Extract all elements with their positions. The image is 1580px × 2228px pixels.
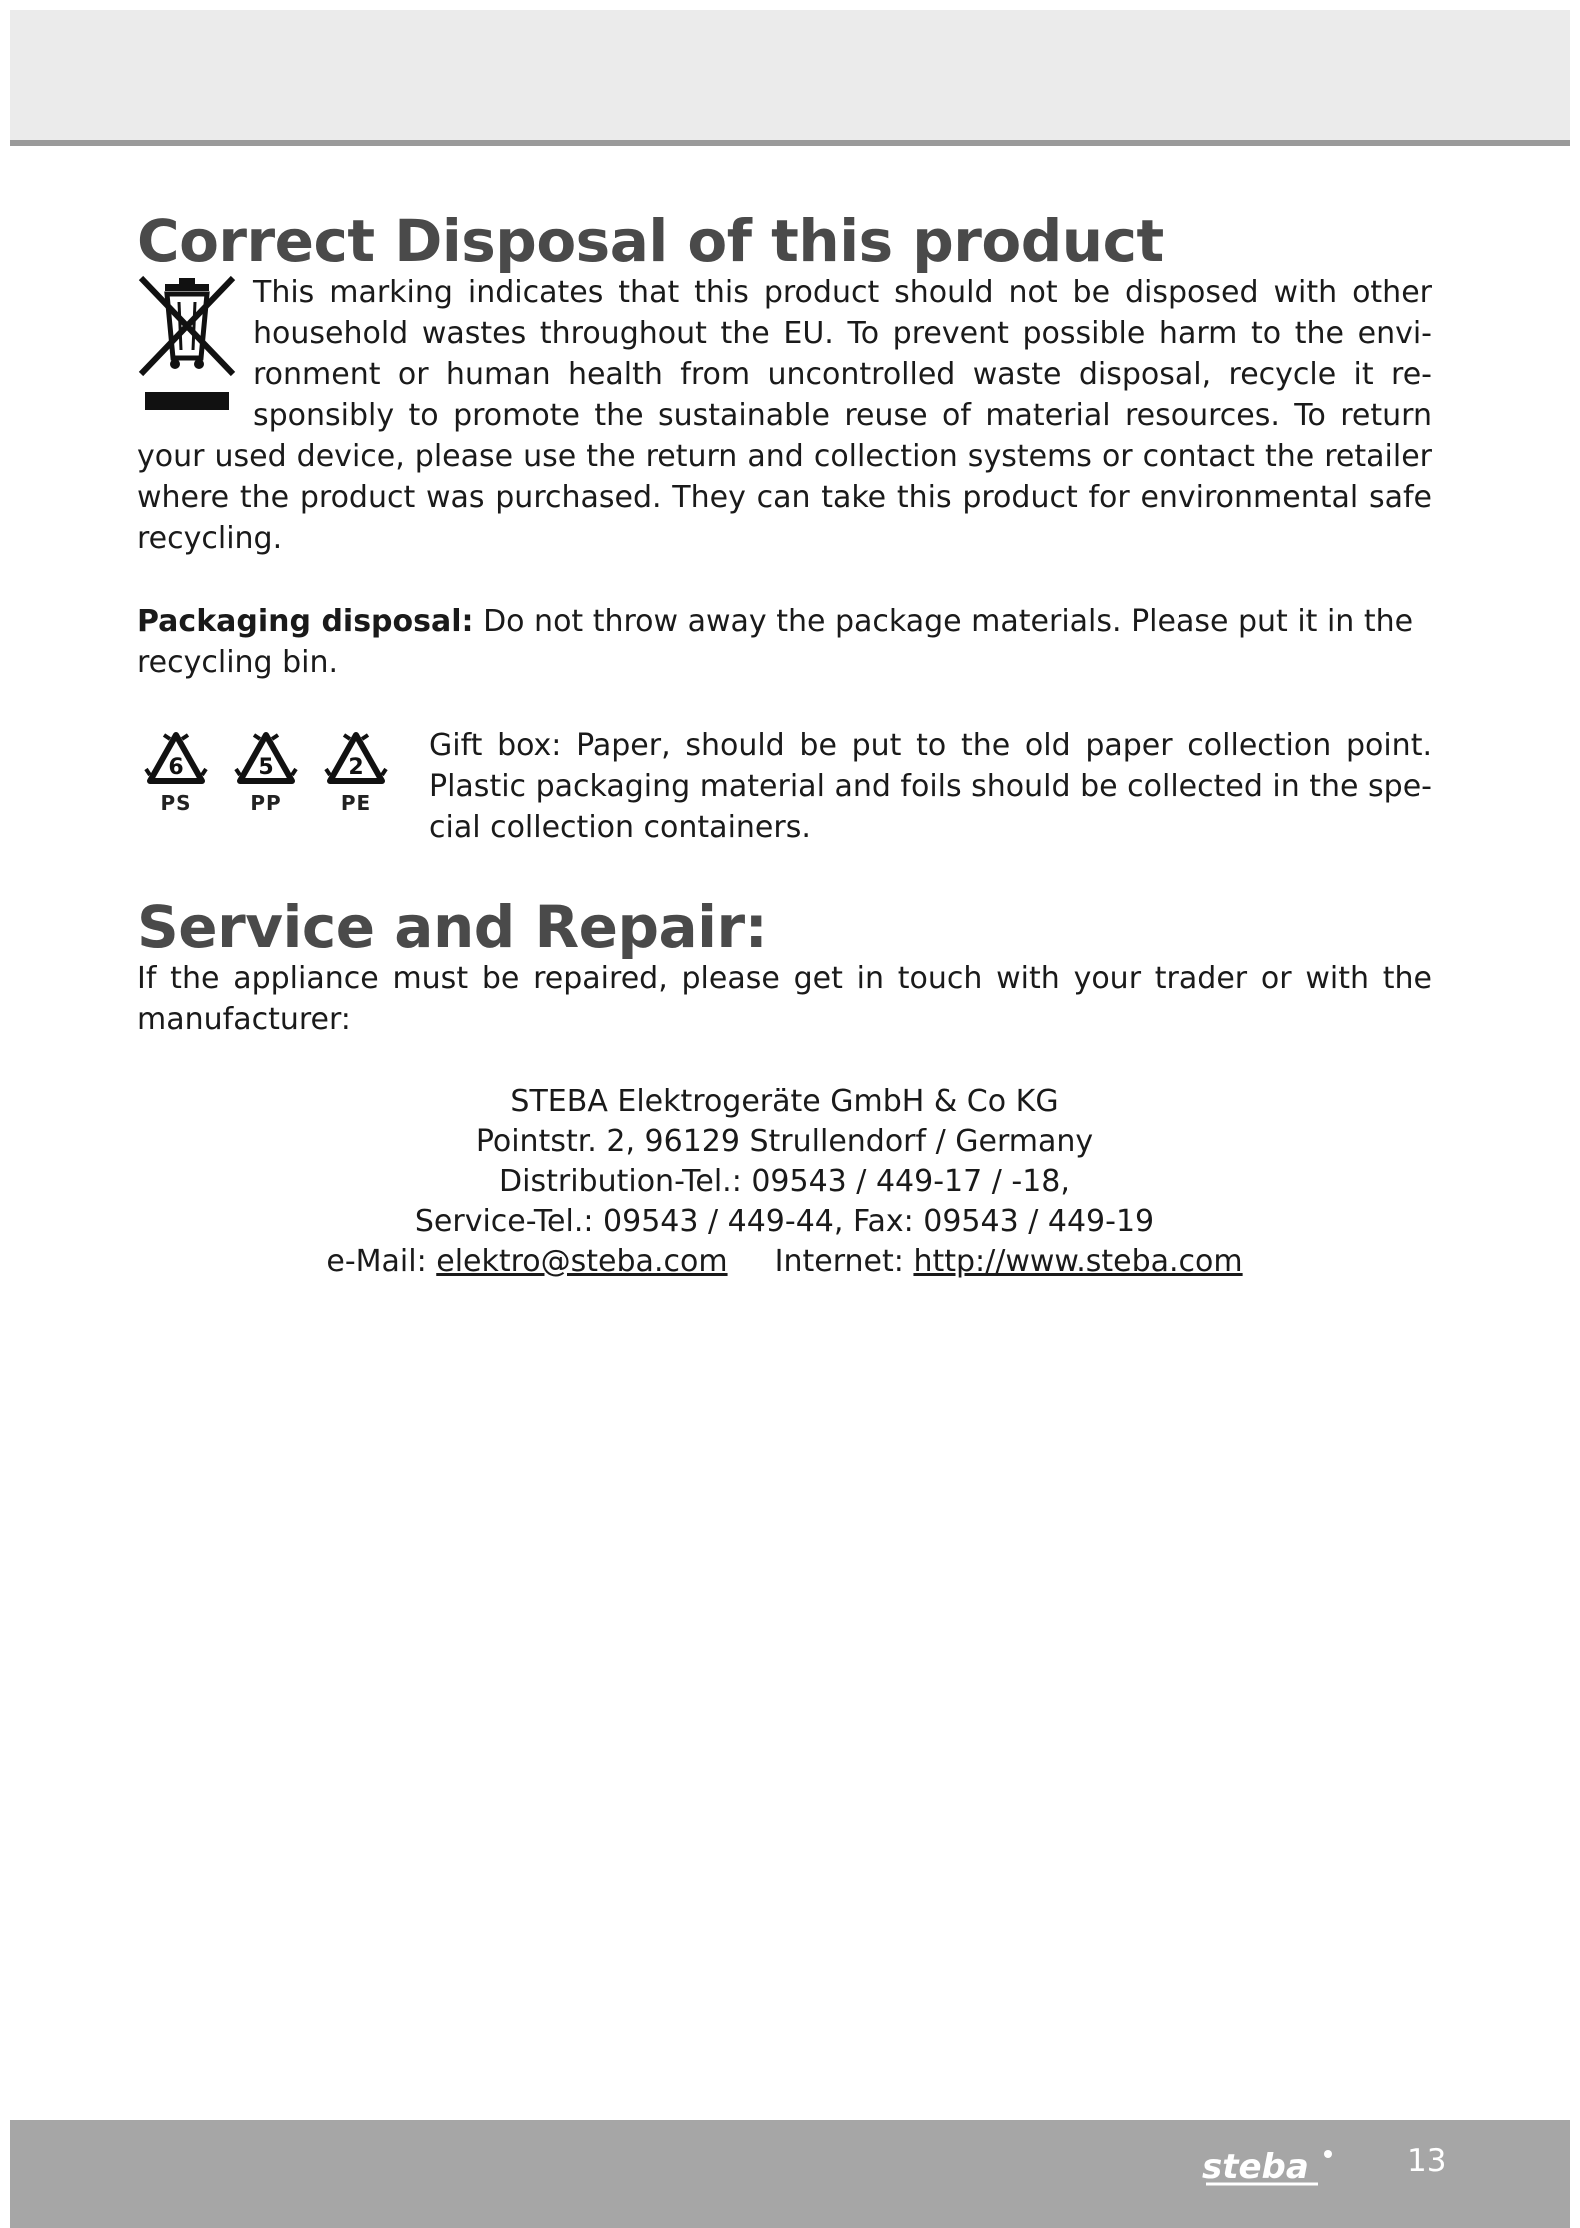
- recycle-symbol-ps: [137, 731, 215, 815]
- disposal-section: [137, 272, 1432, 559]
- service-text: If the appliance must be repaired, please get in touch with your trader or with the manufacturer:: [137, 961, 1432, 1037]
- packaging-text: Do not throw away the package materials. Please put it in the recycling bin.: [137, 604, 1414, 680]
- recycle-code: PP: [250, 791, 282, 815]
- weee-crossed-bin-icon: [137, 274, 237, 414]
- distribution-phone: Distribution-Tel.: 09543 / 449-17 / -18,: [499, 1164, 1070, 1199]
- recycle-6-icon: [144, 731, 208, 787]
- recycle-number: 5: [258, 755, 274, 780]
- page-number: 13: [1407, 2143, 1447, 2179]
- recycle-code: PE: [340, 791, 372, 815]
- packaging-paragraph: [137, 601, 1432, 683]
- recycle-number: 2: [348, 755, 364, 780]
- company-name: STEBA Elektrogeräte GmbH & Co KG: [510, 1084, 1059, 1119]
- recycling-symbols: [137, 731, 417, 815]
- internet-label: Internet:: [774, 1244, 904, 1279]
- recycling-text: Gift box: Paper, should be put to the old paper collection point. Plastic packaging material and foils should be collected in the spe-cial collection containers.: [429, 728, 1433, 845]
- manufacturer-address: [137, 1082, 1432, 1282]
- recycling-section: [137, 725, 1432, 848]
- recycle-symbol-pe: [317, 731, 395, 815]
- disposal-title: Correct Disposal of this product: [137, 207, 1164, 275]
- contact-line: [137, 1242, 1432, 1282]
- recycle-code: PS: [160, 791, 192, 815]
- service-title: Service and Repair:: [137, 893, 768, 961]
- disposal-text: This marking indicates that this product should not be disposed with other household wastes throughout the EU. To prevent possible harm to the envi-ronment or human health from uncontrolled waste disposal, recycle it re-sponsibly to promote the sustainable reuse of material resources. To return your used device, please use the return and collection systems or contact the retailer where the product was purchased. They can take this product for environmental safe recycling.: [137, 275, 1432, 556]
- recycle-symbol-pp: [227, 731, 305, 815]
- email-label: e-Mail:: [326, 1244, 427, 1279]
- steba-logo: [1200, 2142, 1370, 2192]
- svg-text:steba: steba: [1202, 2147, 1309, 2187]
- page-content: [137, 207, 1433, 1282]
- header-band: [10, 10, 1570, 146]
- email-link[interactable]: elektro@steba.com: [436, 1244, 728, 1279]
- recycle-2-icon: [324, 731, 388, 787]
- street-address: Pointstr. 2, 96129 Strullendorf / Germany: [475, 1124, 1094, 1159]
- recycle-5-icon: [234, 731, 298, 787]
- service-phone: Service-Tel.: 09543 / 449-44, Fax: 09543 / 449-19: [414, 1204, 1155, 1239]
- website-link[interactable]: http://www.steba.com: [913, 1244, 1243, 1279]
- recycle-number: 6: [168, 755, 184, 780]
- packaging-label: Packaging disposal:: [137, 604, 474, 639]
